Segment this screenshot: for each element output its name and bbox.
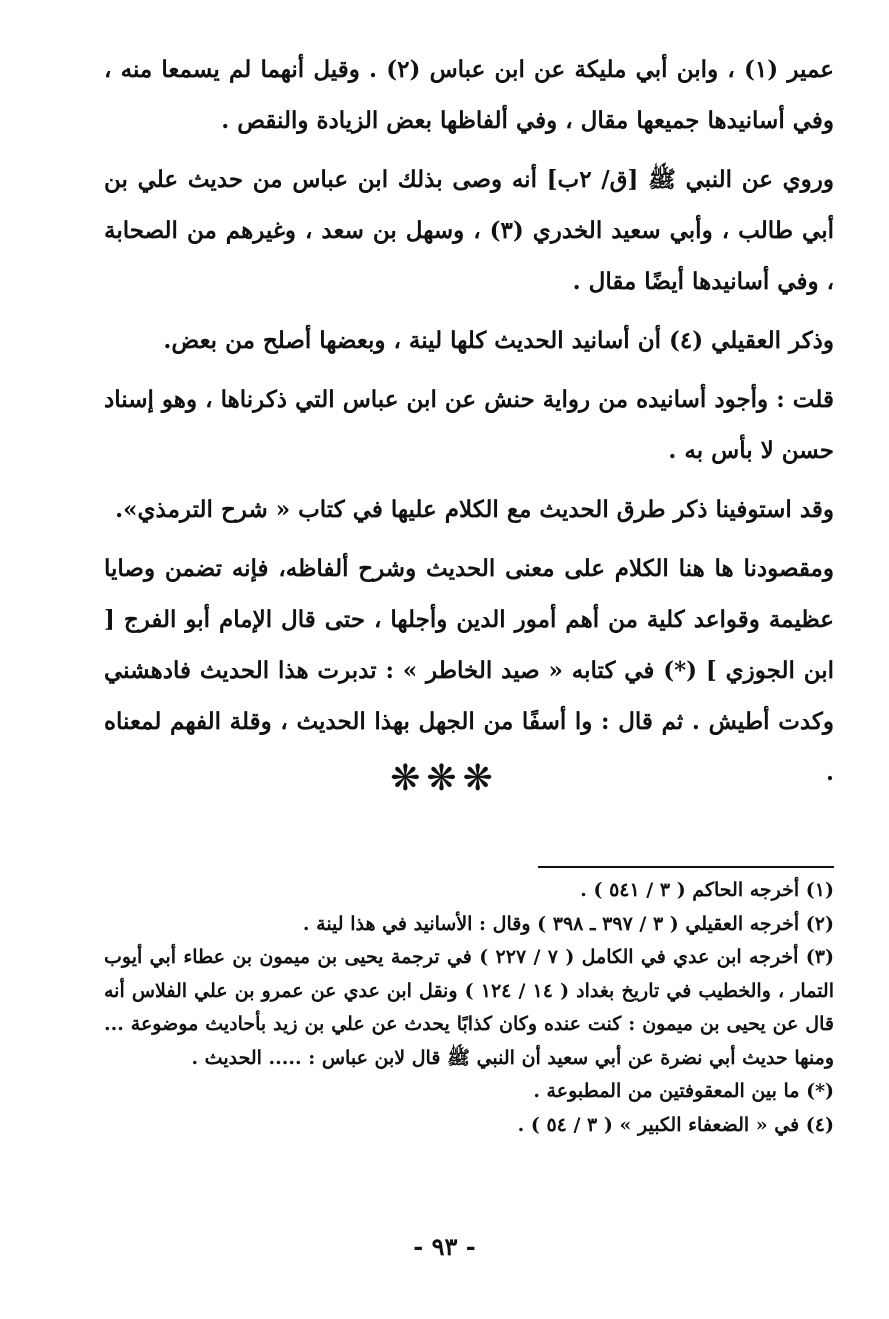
section-separator: ❋❋❋ [390,758,499,799]
footnote: (٢) أخرجه العقيلي ( ٣ / ٣٩٧ ـ ٣٩٨ ) وقال : الأسانيد في هذا لينة . [302,912,834,935]
page-number: - ٩٣ - [413,1232,476,1261]
paragraph: ومقصودنا ها هنا الكلام على معنى الحديث وشرح ألفاظه، فإنه تضمن وصايا عظيمة وقواعد كلية من أهم أمور الدين وأجلها ، حتى قال الإمام أبو الفرج [ ابن الجوزي ] (*) في كتابه « صيد الخاطر » : تدبرت هذا الحديث فادهشني وكدت أطيش . ثم قال : وا أسفًا من الجهل بهذا الحديث ، وقلة الفهم لمعناه . [104,555,834,786]
footnote: (٣) أخرجه ابن عدي في الكامل ( ٧ / ٢٢٧ ) في ترجمة يحيى بن ميمون بن عطاء أبي أيوب التمار ، والخطيب في تاريخ بغداد ( ١٤ / ١٢٤ ) ونقل ابن عدي عن عمرو بن علي الفلاس أنه قال عن يحيى بن ميمون : كنت عنده وكان كذابًا يحدث عن علي بن زيد بأحاديث موضوعة ... ومنها حديث أبي نضرة عن أبي سعيد أن النبي ﷺ قال لابن عباس : ..... الحديث . [104,946,834,1069]
footnote: (*) ما بين المعقوفتين من المطبوعة . [533,1080,834,1102]
main-text [104,44,834,806]
footnotes [104,874,834,1142]
paragraph: وذكر العقيلي (٤) أن أسانيد الحديث كلها لينة ، وبعضها أصلح من بعض. [163,327,834,354]
paragraph: عمير (١) ، وابن أبي مليكة عن ابن عباس (٢) . وقيل أنهما لم يسمعا منه ، وفي أسانيدها جميعها مقال ، وفي ألفاظها بعض الزيادة والنقص . [104,56,834,134]
paragraph: قلت : وأجود أسانيده من رواية حنش عن ابن عباس التي ذكرناها ، وهو إسناد حسن لا بأس به . [104,386,834,464]
paragraph: وروي عن النبي ﷺ [ق/ ٢ب] أنه وصى بذلك ابن عباس من حديث علي بن أبي طالب ، وأبي سعيد الخدري (٣) ، وسهل بن سعد ، وغيرهم من الصحابة ، وفي أسانيدها أيضًا مقال . [104,166,835,295]
footnote: (٤) في « الضعفاء الكبير » ( ٣ / ٥٤ ) . [517,1113,834,1136]
paragraph: وقد استوفينا ذكر طرق الحديث مع الكلام عليها في كتاب « شرح الترمذي». [115,496,834,523]
footnote-divider [538,866,834,868]
footnote: (١) أخرجه الحاكم ( ٣ / ٥٤١ ) . [580,879,834,901]
